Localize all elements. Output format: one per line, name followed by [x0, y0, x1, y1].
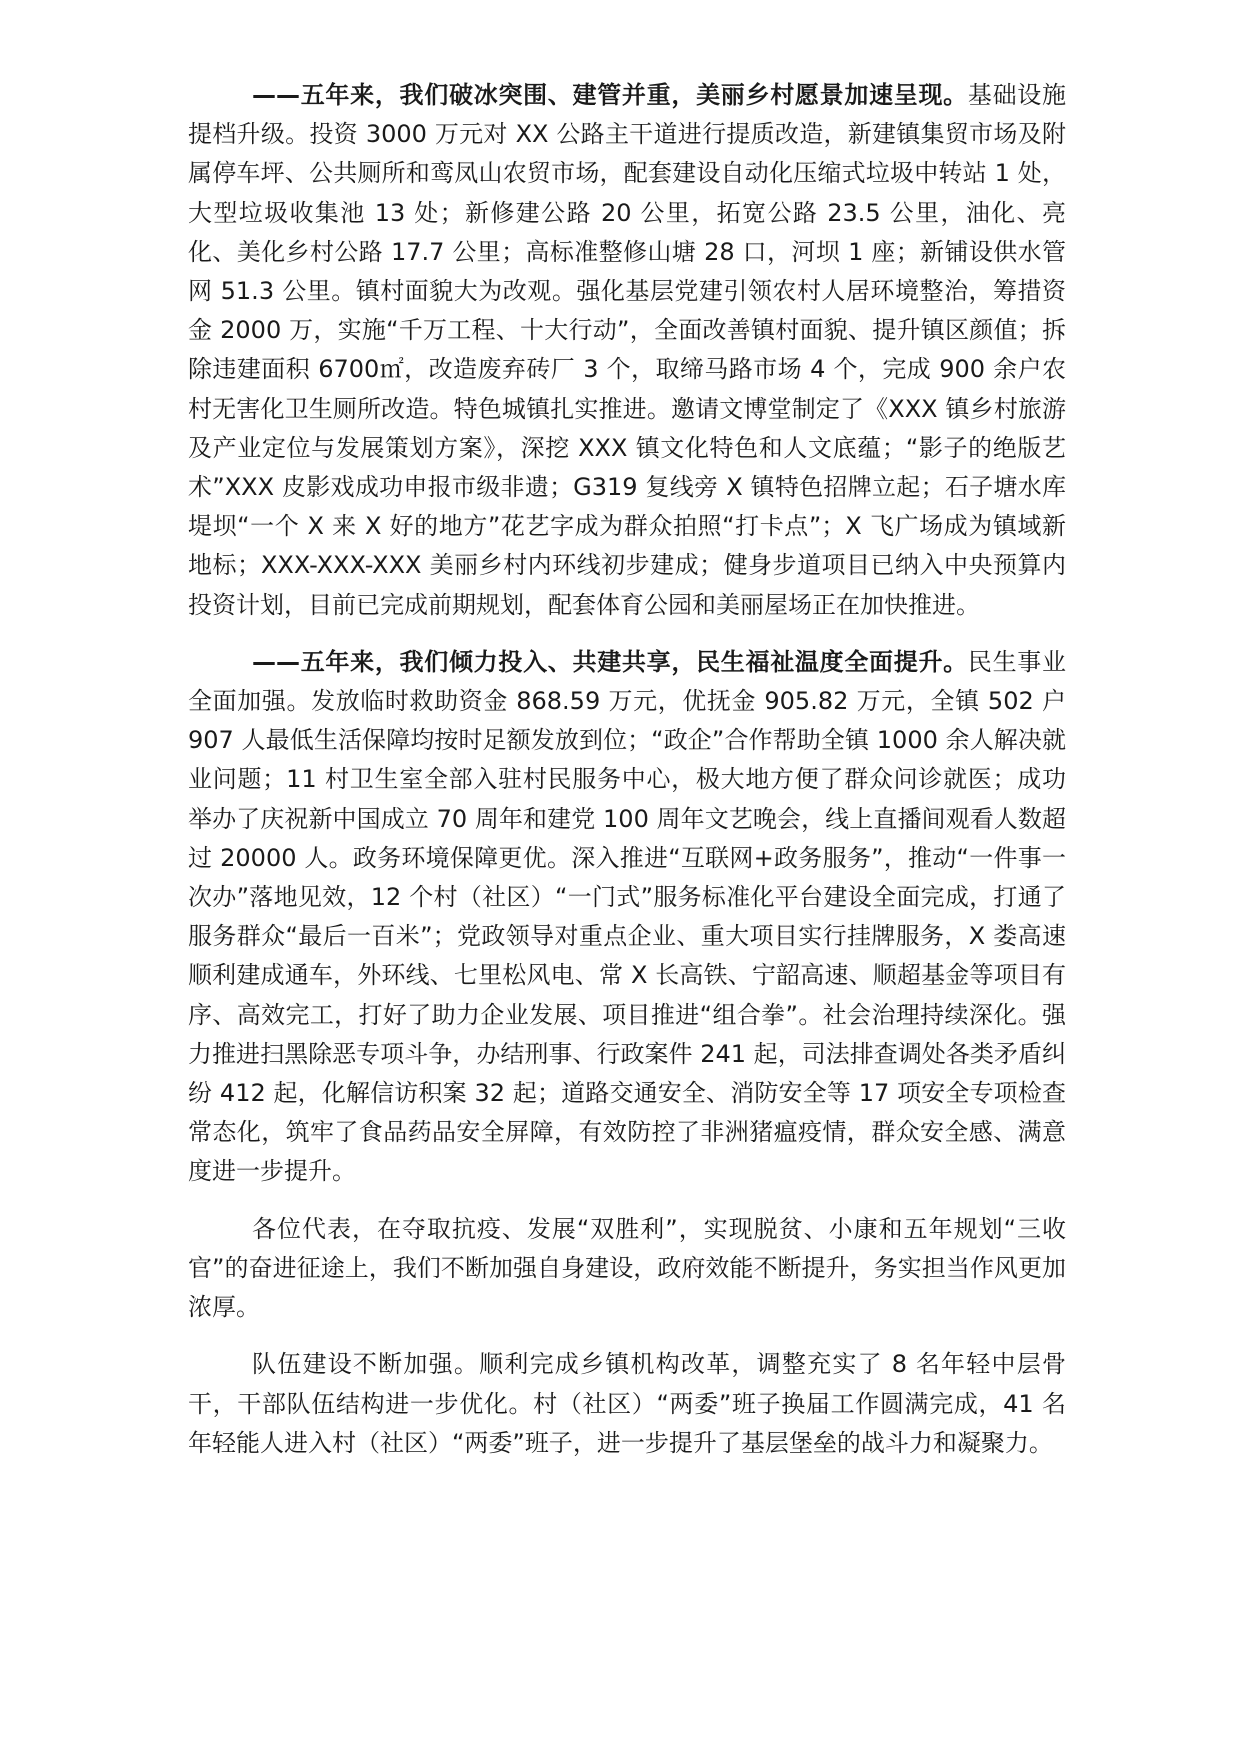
- paragraph-livelihood: [188, 643, 1066, 1192]
- paragraph-text: 各位代表，在夺取抗疫、发展“双胜利”，实现脱贫、小康和五年规划“三收官”的奋进征途上，我们不断加强自身建设，政府效能不断提升，务实担当作风更加浓厚。: [188, 1214, 1066, 1322]
- document-body: [188, 76, 1066, 1481]
- paragraph-heading: ——五年来，我们倾力投入、共建共享，民生福祉温度全面提升。: [252, 647, 968, 676]
- paragraph-text: 队伍建设不断加强。顺利完成乡镇机构改革，调整充实了 8 名年轻中层骨干，干部队伍结构进一步优化。村（社区）“两委”班子换届工作圆满完成，41 名年轻能人进入村（社区）“两委”班子，进一步提升了基层堡垒的战斗力和凝聚力。: [188, 1350, 1066, 1457]
- paragraph-heading: ——五年来，我们破冰突围、建管并重，美丽乡村愿景加速呈现。: [252, 81, 968, 109]
- paragraph-team-building: [188, 1345, 1066, 1463]
- paragraph-rural-construction: [188, 76, 1066, 625]
- paragraph-text: 基础设施提档升级。投资 3000 万元对 XX 公路主干道进行提质改造，新建镇集贸市场及附属停车坪、公共厕所和鸾凤山农贸市场，配套建设自动化压缩式垃圾中转站 1 处，大型垃圾收集池 13 处；新修建公路 20 公里，拓宽公路 23.5 公里，油化、亮化、美化乡村公路 17.7 公里；高标准整修山塘 28 口，河坝 1 座；新铺设供水管网 51.3 公里。镇村面貌大为改观。强化基层党建引领农村人居环境整治，筹措资金 2000 万，实施“千万工程、十大行动”，全面改善镇村面貌、提升镇区颜值；拆除违建面积 6700㎡，改造废弃砖厂 3 个，取缔马路市场 4 个，完成 900 余户农村无害化卫生厕所改造。特色城镇扎实推进。邀请文博堂制定了《XXX 镇乡村旅游及产业定位与发展策划方案》，深挖 XXX 镇文化特色和人文底蕴；“影子的绝版艺术”XXX 皮影戏成功申报市级非遗；G319 复线旁 X 镇特色招牌立起；石子塘水库堤坝“一个 X 来 X 好的地方”花艺字成为群众拍照“打卡点”；X 飞广场成为镇域新地标；XXX-XXX-XXX 美丽乡村内环线初步建成；健身步道项目已纳入中央预算内投资计划，目前已完成前期规划，配套体育公园和美丽屋场正在加快推进。: [188, 81, 1067, 619]
- paragraph-text: 民生事业全面加强。发放临时救助资金 868.59 万元，优抚金 905.82 万元，全镇 502 户 907 人最低生活保障均按时足额发放到位；“政企”合作帮助全镇 1000 余人解决就业问题；11 村卫生室全部入驻村民服务中心，极大地方便了群众问诊就医；成功举办了庆祝新中国成立 70 周年和建党 100 周年文艺晚会，线上直播间观看人数超过 20000 人。政务环境保障更优。深入推进“互联网+政务服务”，推动“一件事一次办”落地见效，12 个村（社区）“一门式”服务标准化平台建设全面完成，打通了服务群众“最后一百米”；党政领导对重点企业、重大项目实行挂牌服务，X 娄高速顺利建成通车，外环线、七里松风电、常 X 长高铁、宁韶高速、顺超基金等项目有序、高效完工，打好了助力企业发展、项目推进“组合拳”。社会治理持续深化。强力推进扫黑除恶专项斗争，办结刑事、行政案件 241 起，司法排查调处各类矛盾纠纷 412 起，化解信访积案 32 起；道路交通安全、消防安全等 17 项安全专项检查常态化，筑牢了食品药品安全屏障，有效防控了非洲猪瘟疫情，群众安全感、满意度进一步提升。: [188, 647, 1067, 1186]
- paragraph-representatives: [188, 1210, 1066, 1328]
